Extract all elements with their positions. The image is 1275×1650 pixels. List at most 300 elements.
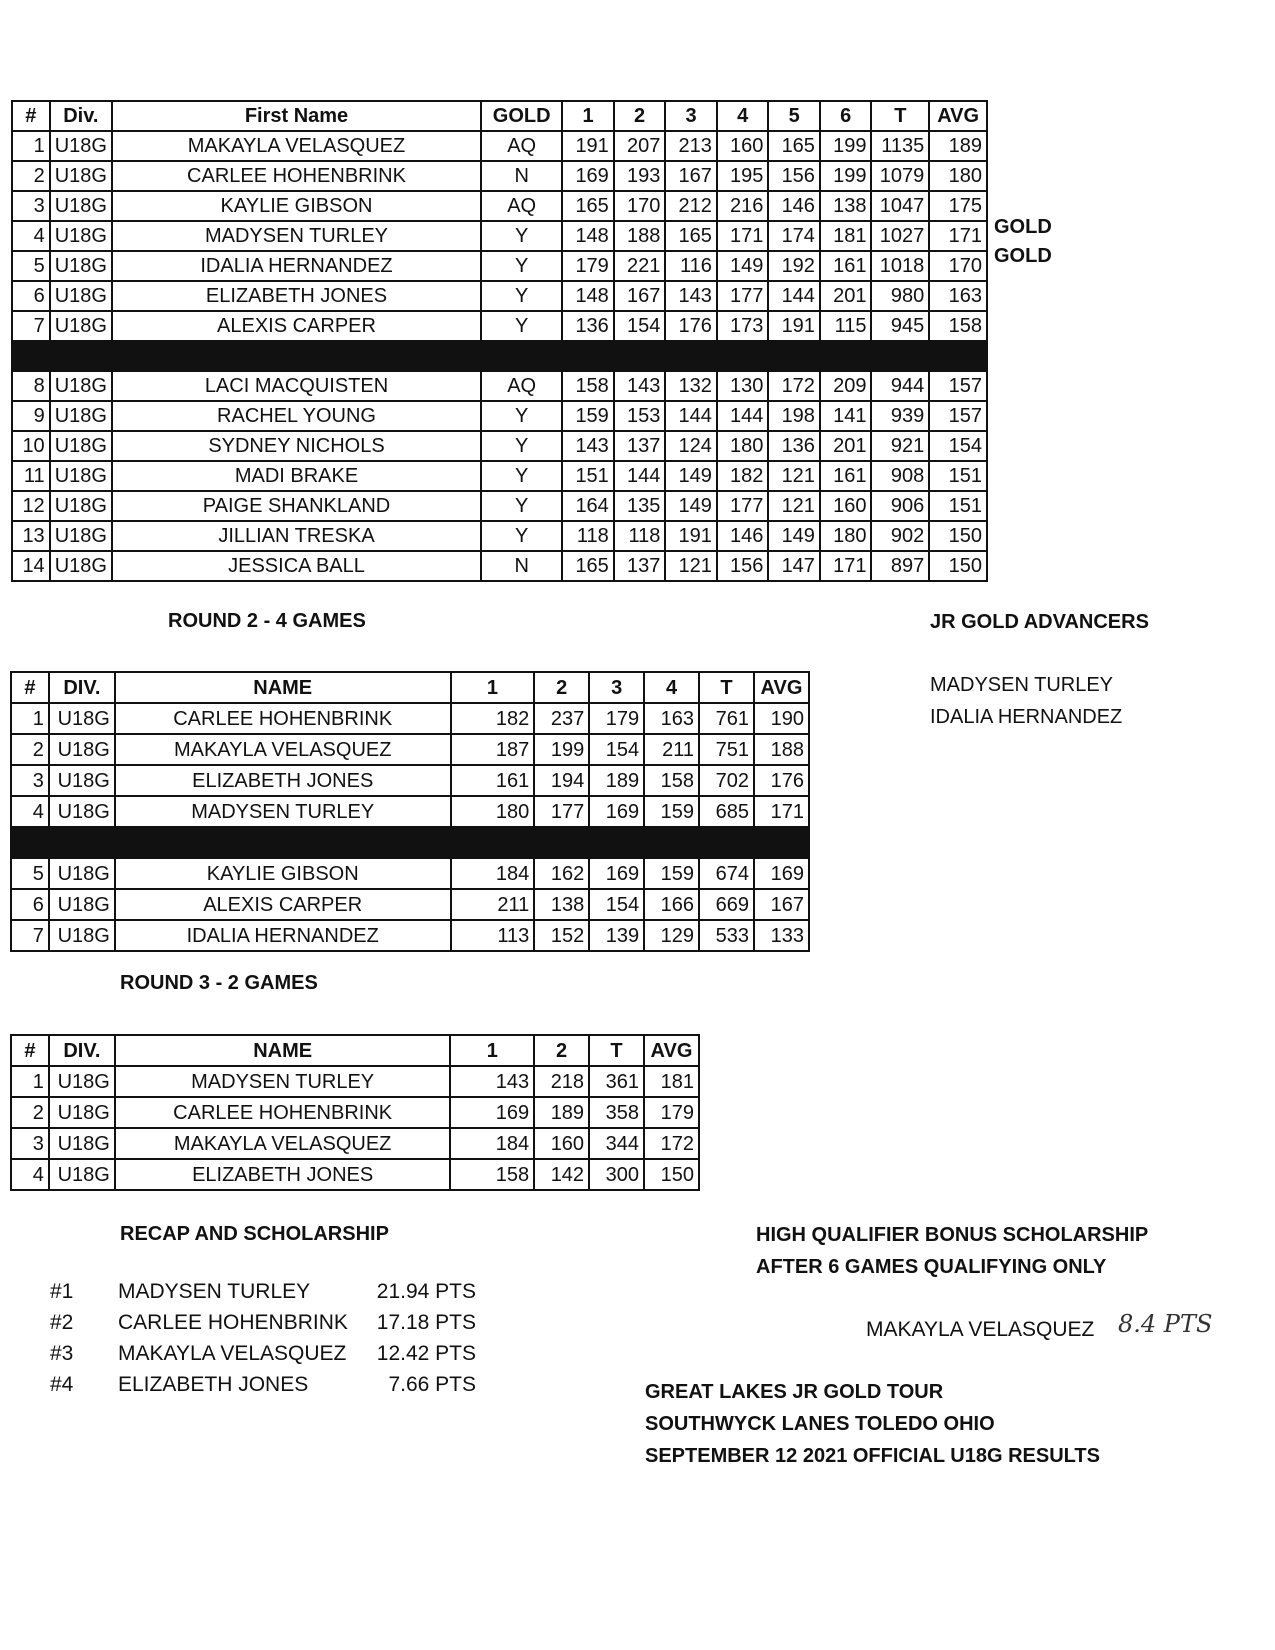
column-header: 2: [614, 101, 666, 131]
table-cell: 159: [644, 796, 699, 827]
table-cell: 4: [11, 1159, 49, 1190]
table-cell: 172: [768, 371, 820, 401]
table-cell: 180: [929, 161, 987, 191]
column-header: #: [11, 1035, 49, 1066]
table-row: [12, 461, 987, 491]
table-cell: 154: [614, 311, 666, 341]
column-header: T: [589, 1035, 644, 1066]
table-row: [11, 1066, 699, 1097]
column-header: 6: [820, 101, 872, 131]
table-cell: 159: [562, 401, 614, 431]
table-cell: 148: [562, 281, 614, 311]
recap-points: 17.18 PTS: [376, 1311, 476, 1334]
table-cell: 939: [871, 401, 929, 431]
handwritten-points: 8.4 PTS: [1118, 1310, 1213, 1338]
column-header: T: [699, 672, 754, 703]
table-cell: 174: [768, 221, 820, 251]
table-cell: 141: [820, 401, 872, 431]
table-cell: 945: [871, 311, 929, 341]
bonus-name: MAKAYLA VELASQUEZ: [866, 1318, 1095, 1341]
table-cell: U18G: [49, 765, 115, 796]
table-cell: 167: [665, 161, 717, 191]
table-cell: 130: [717, 371, 769, 401]
footer-date: SEPTEMBER 12 2021 OFFICIAL U18G RESULTS: [645, 1445, 1100, 1467]
table-row: [12, 431, 987, 461]
table-cell: 154: [589, 734, 644, 765]
table-cell: 218: [534, 1066, 589, 1097]
table-cell: 158: [929, 311, 987, 341]
separator-row: [11, 827, 809, 858]
qualifying-table: [11, 100, 988, 582]
table-cell: U18G: [49, 703, 115, 734]
table-cell: 137: [614, 431, 666, 461]
table-cell: 132: [665, 371, 717, 401]
column-header: 1: [450, 1035, 534, 1066]
table-cell: 201: [820, 431, 872, 461]
table-cell: U18G: [49, 889, 115, 920]
table-cell: 199: [820, 161, 872, 191]
table-cell: 3: [12, 191, 50, 221]
recap-rank: #2: [50, 1311, 74, 1334]
column-header: First Name: [112, 101, 481, 131]
table-cell: 237: [534, 703, 589, 734]
bonus-line-1: HIGH QUALIFIER BONUS SCHOLARSHIP: [756, 1224, 1149, 1246]
advancer-name: IDALIA HERNANDEZ: [930, 706, 1123, 728]
gold-tag: GOLD: [994, 245, 1052, 267]
table-row: [12, 371, 987, 401]
table-row: [12, 161, 987, 191]
table-cell: 361: [589, 1066, 644, 1097]
table-cell: 902: [871, 521, 929, 551]
table-cell: 144: [665, 401, 717, 431]
table-cell: 195: [717, 161, 769, 191]
table-cell: 211: [451, 889, 535, 920]
table-cell: 7: [12, 311, 50, 341]
table-row: [12, 191, 987, 221]
table-cell: AQ: [481, 191, 562, 221]
column-header: AVG: [754, 672, 809, 703]
table-cell: 171: [754, 796, 809, 827]
table-cell: 158: [450, 1159, 534, 1190]
table-cell: 980: [871, 281, 929, 311]
table-cell: 187: [451, 734, 535, 765]
table-cell: 161: [451, 765, 535, 796]
table-cell: 152: [534, 920, 589, 951]
table-cell: 6: [11, 889, 49, 920]
recap-points: 7.66 PTS: [388, 1373, 476, 1396]
table-cell: 158: [644, 765, 699, 796]
table-cell: 143: [665, 281, 717, 311]
table-cell: 136: [562, 311, 614, 341]
table-row: [11, 703, 809, 734]
table-cell: 212: [665, 191, 717, 221]
column-header: 3: [589, 672, 644, 703]
round3-table: [10, 1034, 700, 1191]
table-cell: 150: [929, 521, 987, 551]
table-cell: CARLEE HOHENBRINK: [115, 703, 451, 734]
table-cell: 157: [929, 371, 987, 401]
table-cell: AQ: [481, 131, 562, 161]
table-cell: 121: [665, 551, 717, 581]
table-row: [12, 251, 987, 281]
table-cell: 179: [589, 703, 644, 734]
table-row: [12, 131, 987, 161]
table-cell: 175: [929, 191, 987, 221]
table-cell: CARLEE HOHENBRINK: [115, 1097, 451, 1128]
table-cell: 207: [614, 131, 666, 161]
table-cell: U18G: [50, 251, 112, 281]
column-header: 1: [451, 672, 535, 703]
table-cell: 146: [768, 191, 820, 221]
table-cell: 3: [11, 765, 49, 796]
table-row: [11, 889, 809, 920]
table-cell: N: [481, 551, 562, 581]
table-cell: 181: [820, 221, 872, 251]
table-cell: 5: [11, 858, 49, 889]
table-cell: 160: [534, 1128, 589, 1159]
table-cell: Y: [481, 251, 562, 281]
table-cell: 138: [534, 889, 589, 920]
table-cell: 199: [534, 734, 589, 765]
table-cell: 10: [12, 431, 50, 461]
table-cell: 194: [534, 765, 589, 796]
table-cell: 182: [451, 703, 535, 734]
table-cell: 167: [754, 889, 809, 920]
table-cell: 154: [929, 431, 987, 461]
table-cell: Y: [481, 431, 562, 461]
table-row: [11, 858, 809, 889]
table-cell: 198: [768, 401, 820, 431]
table-cell: 181: [644, 1066, 699, 1097]
table-cell: U18G: [49, 796, 115, 827]
table-cell: 163: [644, 703, 699, 734]
table-cell: 179: [562, 251, 614, 281]
footer-tour: GREAT LAKES JR GOLD TOUR: [645, 1381, 944, 1403]
table-cell: 154: [589, 889, 644, 920]
table-cell: 169: [589, 858, 644, 889]
table-row: [12, 401, 987, 431]
table-cell: 180: [820, 521, 872, 551]
table-row: [11, 734, 809, 765]
column-header: 5: [768, 101, 820, 131]
table-cell: 148: [562, 221, 614, 251]
table-cell: 300: [589, 1159, 644, 1190]
table-cell: U18G: [50, 191, 112, 221]
table-cell: 533: [699, 920, 754, 951]
table-cell: MADI BRAKE: [112, 461, 481, 491]
column-header: AVG: [929, 101, 987, 131]
table-cell: 144: [768, 281, 820, 311]
table-row: [11, 1128, 699, 1159]
table-cell: 201: [820, 281, 872, 311]
advancer-name: MADYSEN TURLEY: [930, 674, 1114, 696]
table-cell: 135: [614, 491, 666, 521]
column-header: 4: [717, 101, 769, 131]
table-cell: LACI MACQUISTEN: [112, 371, 481, 401]
table-cell: U18G: [50, 551, 112, 581]
table-cell: 1: [12, 131, 50, 161]
column-header: NAME: [115, 672, 451, 703]
table-row: [12, 311, 987, 341]
table-cell: 4: [11, 796, 49, 827]
table-cell: 213: [665, 131, 717, 161]
table-cell: Y: [481, 461, 562, 491]
table-cell: 4: [12, 221, 50, 251]
table-row: [12, 521, 987, 551]
table-header-row: [11, 672, 809, 703]
table-cell: 169: [450, 1097, 534, 1128]
column-header: 4: [644, 672, 699, 703]
round3-title: ROUND 3 - 2 GAMES: [120, 972, 318, 994]
table-cell: 161: [820, 461, 872, 491]
table-cell: ALEXIS CARPER: [115, 889, 451, 920]
table-row: [11, 796, 809, 827]
table-cell: 2: [11, 734, 49, 765]
table-cell: PAIGE SHANKLAND: [112, 491, 481, 521]
table-cell: 158: [562, 371, 614, 401]
table-cell: 143: [450, 1066, 534, 1097]
table-cell: 189: [929, 131, 987, 161]
table-cell: 221: [614, 251, 666, 281]
table-cell: 153: [614, 401, 666, 431]
gold-tag: GOLD: [994, 216, 1052, 238]
table-row: [12, 281, 987, 311]
table-cell: U18G: [50, 161, 112, 191]
table-cell: MAKAYLA VELASQUEZ: [115, 1128, 451, 1159]
table-header-row: [12, 101, 987, 131]
recap-points: 12.42 PTS: [376, 1342, 476, 1365]
table-cell: 137: [614, 551, 666, 581]
table-cell: 164: [562, 491, 614, 521]
table-cell: 674: [699, 858, 754, 889]
recap-rank: #3: [50, 1342, 74, 1365]
table-cell: MADYSEN TURLEY: [115, 796, 451, 827]
table-cell: 163: [929, 281, 987, 311]
table-cell: 167: [614, 281, 666, 311]
table-row: [11, 1097, 699, 1128]
table-cell: 182: [717, 461, 769, 491]
table-cell: 1079: [871, 161, 929, 191]
table-cell: 115: [820, 311, 872, 341]
table-cell: 188: [614, 221, 666, 251]
table-cell: 150: [929, 551, 987, 581]
table-cell: 156: [768, 161, 820, 191]
table-cell: 149: [717, 251, 769, 281]
table-cell: 139: [589, 920, 644, 951]
recap-points: 21.94 PTS: [376, 1280, 476, 1303]
table-cell: 180: [717, 431, 769, 461]
table-cell: Y: [481, 521, 562, 551]
round2-title: ROUND 2 - 4 GAMES: [168, 610, 366, 632]
table-cell: 136: [768, 431, 820, 461]
table-cell: 166: [644, 889, 699, 920]
table-cell: 193: [614, 161, 666, 191]
table-cell: 211: [644, 734, 699, 765]
table-cell: 1047: [871, 191, 929, 221]
table-cell: 173: [717, 311, 769, 341]
table-cell: IDALIA HERNANDEZ: [115, 920, 451, 951]
table-cell: 2: [12, 161, 50, 191]
column-header: NAME: [115, 1035, 451, 1066]
table-cell: 177: [717, 491, 769, 521]
table-cell: JILLIAN TRESKA: [112, 521, 481, 551]
table-cell: 685: [699, 796, 754, 827]
table-cell: 176: [754, 765, 809, 796]
recap-title: RECAP AND SCHOLARSHIP: [120, 1223, 389, 1245]
table-cell: ELIZABETH JONES: [112, 281, 481, 311]
table-cell: 146: [717, 521, 769, 551]
recap-rank: #4: [50, 1373, 74, 1396]
table-cell: KAYLIE GIBSON: [115, 858, 451, 889]
table-cell: Y: [481, 281, 562, 311]
table-cell: Y: [481, 311, 562, 341]
table-cell: 149: [665, 461, 717, 491]
table-cell: 159: [644, 858, 699, 889]
table-cell: 151: [929, 491, 987, 521]
table-cell: MAKAYLA VELASQUEZ: [112, 131, 481, 161]
table-cell: 189: [589, 765, 644, 796]
table-cell: 216: [717, 191, 769, 221]
table-cell: 121: [768, 461, 820, 491]
table-cell: MAKAYLA VELASQUEZ: [115, 734, 451, 765]
table-cell: U18G: [50, 221, 112, 251]
table-cell: 169: [562, 161, 614, 191]
table-cell: 165: [562, 191, 614, 221]
table-cell: 124: [665, 431, 717, 461]
table-cell: 116: [665, 251, 717, 281]
column-header: 2: [534, 1035, 589, 1066]
table-cell: 190: [754, 703, 809, 734]
column-header: DIV.: [49, 1035, 115, 1066]
table-header-row: [11, 1035, 699, 1066]
table-cell: 1018: [871, 251, 929, 281]
table-cell: 751: [699, 734, 754, 765]
column-header: T: [871, 101, 929, 131]
table-cell: 2: [11, 1097, 49, 1128]
table-cell: 169: [754, 858, 809, 889]
column-header: 2: [534, 672, 589, 703]
table-cell: 1: [11, 703, 49, 734]
table-cell: 199: [820, 131, 872, 161]
table-cell: U18G: [49, 734, 115, 765]
table-cell: 6: [12, 281, 50, 311]
table-cell: 151: [562, 461, 614, 491]
table-cell: CARLEE HOHENBRINK: [112, 161, 481, 191]
table-cell: 184: [451, 858, 535, 889]
table-cell: 169: [589, 796, 644, 827]
table-cell: 177: [717, 281, 769, 311]
table-cell: 150: [644, 1159, 699, 1190]
column-header: 1: [562, 101, 614, 131]
table-cell: 191: [768, 311, 820, 341]
table-cell: U18G: [50, 371, 112, 401]
table-cell: 11: [12, 461, 50, 491]
table-cell: RACHEL YOUNG: [112, 401, 481, 431]
table-cell: Y: [481, 221, 562, 251]
column-header: GOLD: [481, 101, 562, 131]
table-cell: U18G: [50, 461, 112, 491]
column-header: AVG: [644, 1035, 699, 1066]
table-cell: 170: [929, 251, 987, 281]
table-cell: 142: [534, 1159, 589, 1190]
table-cell: U18G: [49, 858, 115, 889]
recap-name: CARLEE HOHENBRINK: [118, 1311, 348, 1334]
table-cell: 702: [699, 765, 754, 796]
table-cell: 144: [717, 401, 769, 431]
table-row: [11, 920, 809, 951]
table-cell: 358: [589, 1097, 644, 1128]
table-cell: 1027: [871, 221, 929, 251]
table-cell: 1135: [871, 131, 929, 161]
table-row: [12, 491, 987, 521]
table-cell: 944: [871, 371, 929, 401]
table-cell: 897: [871, 551, 929, 581]
table-cell: 3: [11, 1128, 49, 1159]
table-cell: 165: [768, 131, 820, 161]
table-cell: 160: [717, 131, 769, 161]
table-cell: 144: [614, 461, 666, 491]
column-header: DIV.: [49, 672, 115, 703]
table-cell: 118: [614, 521, 666, 551]
table-cell: 171: [929, 221, 987, 251]
table-cell: 12: [12, 491, 50, 521]
table-cell: ALEXIS CARPER: [112, 311, 481, 341]
table-cell: KAYLIE GIBSON: [112, 191, 481, 221]
table-cell: 171: [820, 551, 872, 581]
table-cell: 138: [820, 191, 872, 221]
recap-name: MADYSEN TURLEY: [118, 1280, 311, 1303]
table-cell: U18G: [50, 311, 112, 341]
table-cell: 921: [871, 431, 929, 461]
table-cell: 761: [699, 703, 754, 734]
table-cell: 156: [717, 551, 769, 581]
table-cell: 177: [534, 796, 589, 827]
column-header: 3: [665, 101, 717, 131]
table-cell: 170: [614, 191, 666, 221]
table-cell: U18G: [50, 401, 112, 431]
table-cell: 160: [820, 491, 872, 521]
table-cell: 669: [699, 889, 754, 920]
table-cell: Y: [481, 491, 562, 521]
advancers-title: JR GOLD ADVANCERS: [930, 611, 1149, 633]
table-cell: 906: [871, 491, 929, 521]
column-header: #: [12, 101, 50, 131]
table-cell: 149: [665, 491, 717, 521]
column-header: Div.: [50, 101, 112, 131]
table-cell: IDALIA HERNANDEZ: [112, 251, 481, 281]
table-cell: 179: [644, 1097, 699, 1128]
recap-rank: #1: [50, 1280, 74, 1303]
table-cell: U18G: [49, 1159, 115, 1190]
table-cell: 1: [11, 1066, 49, 1097]
round2-table: [10, 671, 810, 952]
table-cell: 188: [754, 734, 809, 765]
table-cell: U18G: [49, 920, 115, 951]
table-cell: 8: [12, 371, 50, 401]
bonus-line-2: AFTER 6 GAMES QUALIFYING ONLY: [756, 1256, 1107, 1278]
table-cell: U18G: [50, 431, 112, 461]
column-header: #: [11, 672, 49, 703]
table-cell: 149: [768, 521, 820, 551]
table-cell: U18G: [49, 1097, 115, 1128]
separator-row: [12, 341, 987, 371]
table-cell: 121: [768, 491, 820, 521]
table-row: [12, 551, 987, 581]
table-cell: 180: [451, 796, 535, 827]
table-cell: 143: [614, 371, 666, 401]
table-cell: 129: [644, 920, 699, 951]
table-cell: 176: [665, 311, 717, 341]
